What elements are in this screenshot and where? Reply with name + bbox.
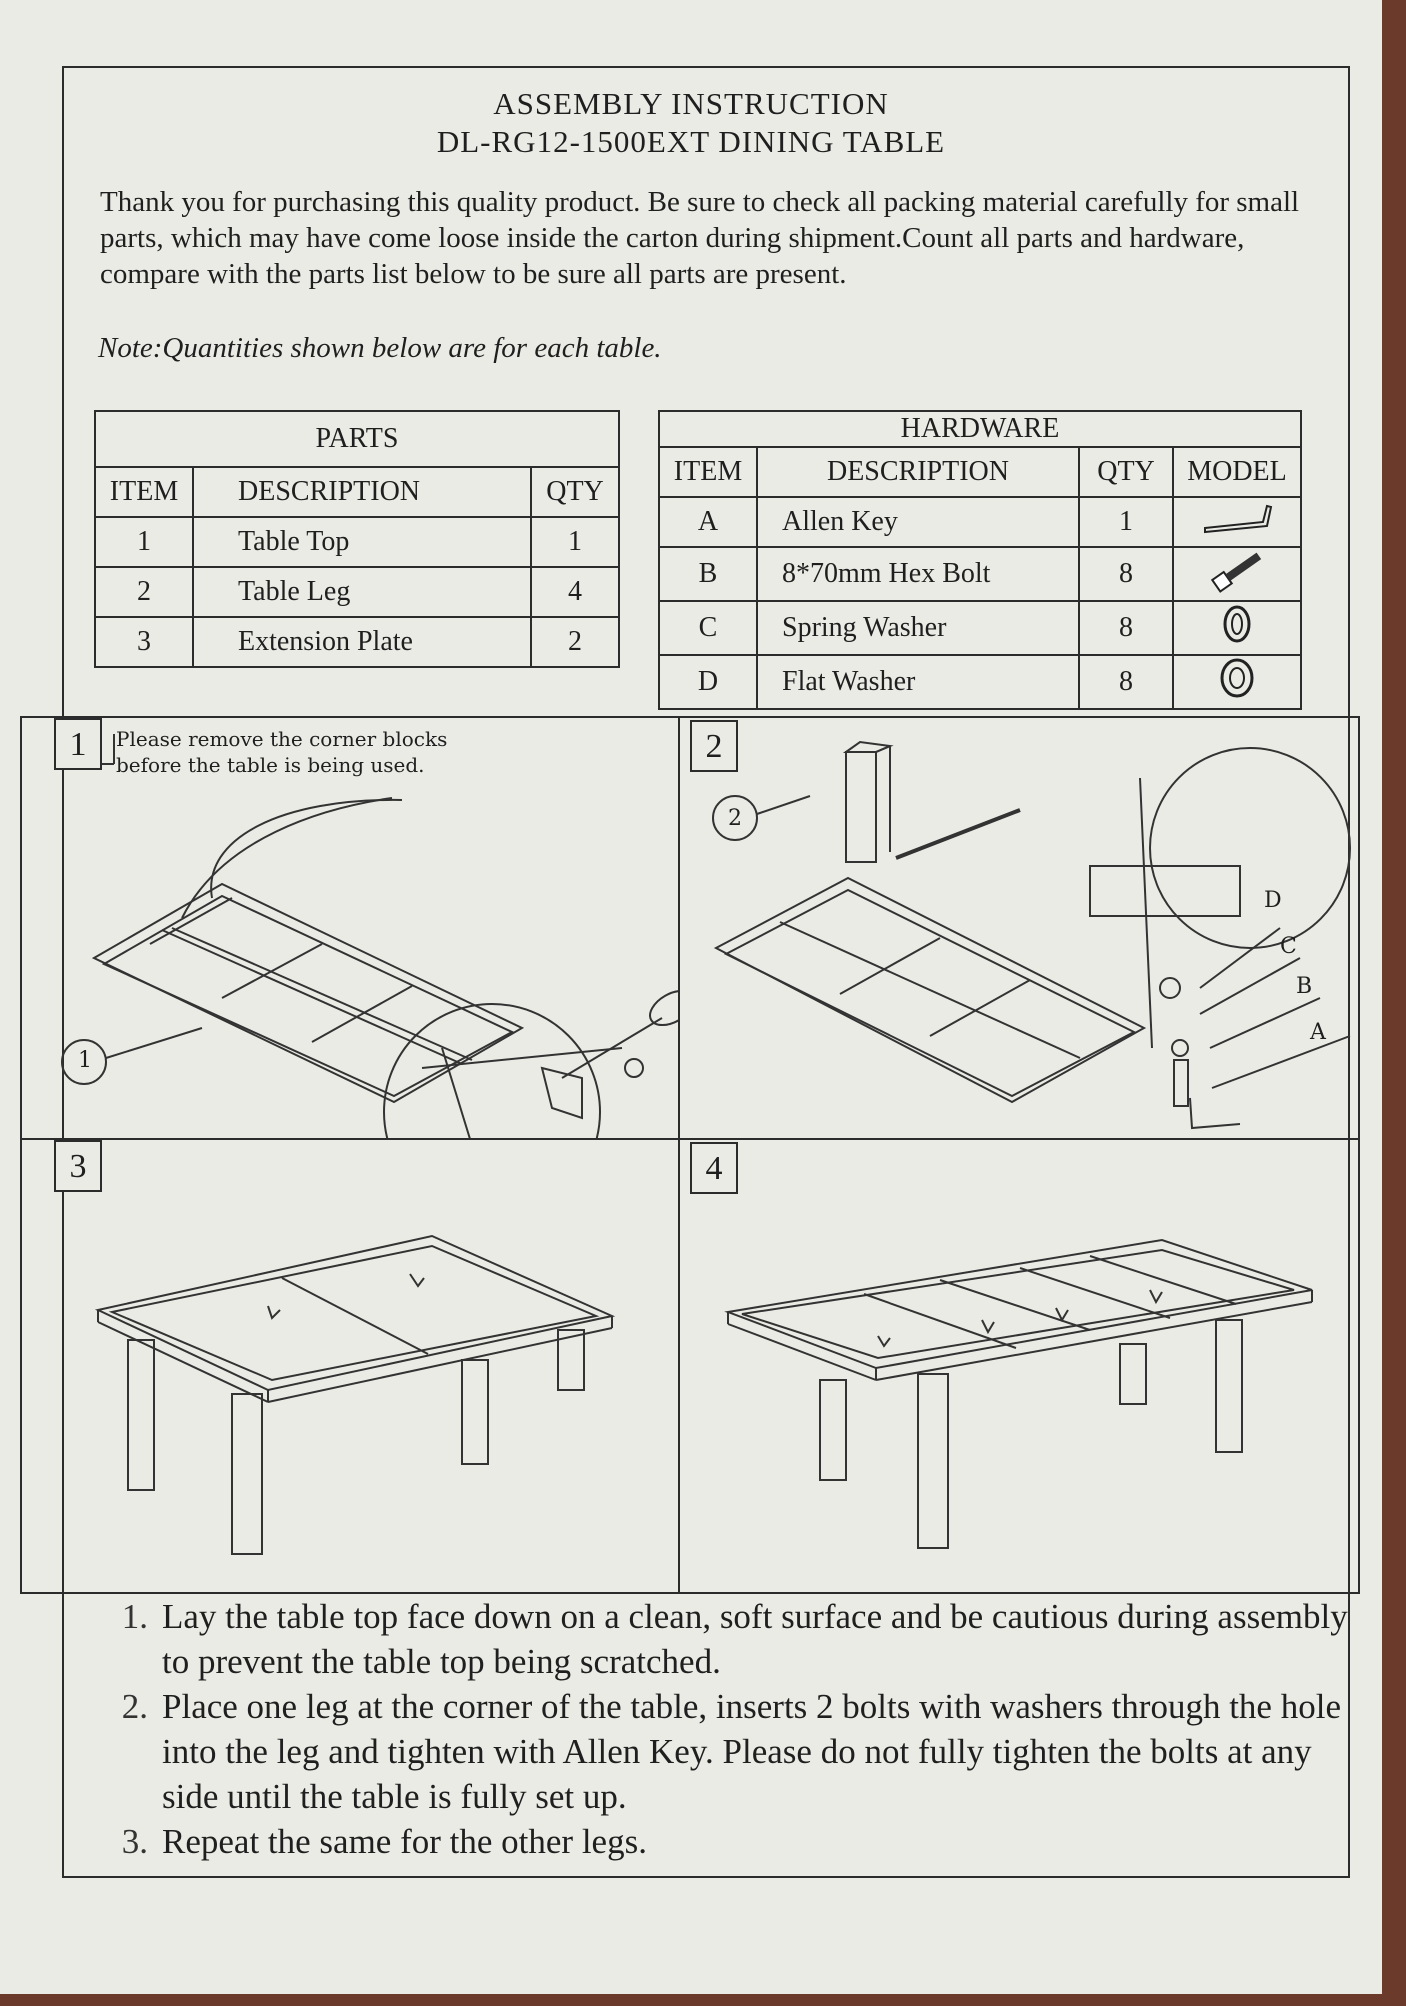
- list-item: [92, 1684, 1352, 1819]
- hardware-qty: 8: [1079, 601, 1173, 655]
- table-row: [659, 655, 1301, 709]
- hardware-description: Spring Washer: [757, 601, 1079, 655]
- hardware-header-model: MODEL: [1173, 447, 1301, 497]
- step-text: Place one leg at the corner of the table, inserts 2 bolts with washers through the hole into the leg and tighten with Allen Key. Please do not fully tighten the bolts at any side until the table is fully set up.: [162, 1687, 1341, 1816]
- table-row: [659, 547, 1301, 601]
- parts-table-title: PARTS: [95, 411, 619, 467]
- hardware-item: A: [659, 497, 757, 547]
- parts-item: 2: [95, 567, 193, 617]
- step3-diagram: [22, 1140, 680, 1594]
- parts-header-description: DESCRIPTION: [193, 467, 531, 517]
- hardware-label-c: C: [1280, 934, 1297, 959]
- step3-panel: [20, 1138, 680, 1594]
- hardware-header-item: ITEM: [659, 447, 757, 497]
- part-1-label: 1: [78, 1048, 92, 1073]
- quantity-note: Note:Quantities shown below are for each table.: [98, 332, 662, 364]
- step4-number: 4: [690, 1142, 738, 1194]
- hardware-item: B: [659, 547, 757, 601]
- hardware-header-qty: QTY: [1079, 447, 1173, 497]
- parts-item: 3: [95, 617, 193, 667]
- assembly-steps: [92, 1594, 1352, 1864]
- parts-description: Table Top: [193, 517, 531, 567]
- step1-number: 1: [54, 718, 102, 770]
- table-row: [95, 617, 619, 667]
- hardware-description: Flat Washer: [757, 655, 1079, 709]
- hardware-description: 8*70mm Hex Bolt: [757, 547, 1079, 601]
- table-row: [95, 567, 619, 617]
- parts-description: Extension Plate: [193, 617, 531, 667]
- step2-number: 2: [690, 720, 738, 772]
- hardware-item: D: [659, 655, 757, 709]
- hardware-item: C: [659, 601, 757, 655]
- step3-number: 3: [54, 1140, 102, 1192]
- step-text: Lay the table top face down on a clean, soft surface and be cautious during assembly to prevent the table top being scratched.: [162, 1597, 1348, 1681]
- hardware-qty: 8: [1079, 655, 1173, 709]
- hardware-qty: 8: [1079, 547, 1173, 601]
- document-title: ASSEMBLY INSTRUCTION: [493, 86, 889, 121]
- parts-header-item: ITEM: [95, 467, 193, 517]
- document-subtitle: DL-RG12-1500EXT DINING TABLE: [436, 124, 946, 159]
- table-row: [659, 601, 1301, 655]
- hardware-description: Allen Key: [757, 497, 1079, 547]
- hex-bolt-icon: [1173, 547, 1301, 601]
- allen-key-icon: [1173, 497, 1301, 547]
- step2-diagram: [680, 718, 1360, 1140]
- part-2-label: 2: [728, 806, 742, 831]
- table-row: [659, 497, 1301, 547]
- intro-paragraph: Thank you for purchasing this quality product. Be sure to check all packing material carefully for small parts, which may have come loose inside the carton during shipment.Count all parts and hardware, compare with the parts list below to be sure all parts are present.: [100, 186, 1300, 290]
- hardware-label-b: B: [1296, 974, 1313, 999]
- step1-diagram: [22, 718, 680, 1140]
- list-item: [92, 1594, 1352, 1684]
- step-number: 2.: [121, 1687, 148, 1726]
- parts-description: Table Leg: [193, 567, 531, 617]
- parts-item: 1: [95, 517, 193, 567]
- hardware-qty: 1: [1079, 497, 1173, 547]
- corner-block-callout-line1: Please remove the corner blocks: [116, 727, 448, 751]
- step2-panel: [678, 716, 1360, 1140]
- step-text: Repeat the same for the other legs.: [162, 1822, 647, 1861]
- hardware-label-a: A: [1310, 1020, 1326, 1045]
- step-number: 1.: [121, 1597, 148, 1636]
- step4-panel: [678, 1138, 1360, 1594]
- step4-diagram: [680, 1140, 1360, 1594]
- table-row: [95, 517, 619, 567]
- corner-block-callout-line2: before the table is being used.: [116, 753, 425, 777]
- parts-qty: 2: [531, 617, 619, 667]
- step-number: 3.: [121, 1822, 148, 1861]
- parts-qty: 1: [531, 517, 619, 567]
- step1-panel: [20, 716, 680, 1140]
- parts-qty: 4: [531, 567, 619, 617]
- parts-table: [94, 410, 620, 668]
- list-item: [92, 1819, 1352, 1864]
- flat-washer-icon: [1173, 655, 1301, 709]
- hardware-header-description: DESCRIPTION: [757, 447, 1079, 497]
- parts-header-qty: QTY: [531, 467, 619, 517]
- hardware-table: [658, 410, 1302, 710]
- spring-washer-icon: [1173, 601, 1301, 655]
- hardware-table-title: HARDWARE: [659, 411, 1301, 447]
- hardware-label-d: D: [1264, 888, 1282, 913]
